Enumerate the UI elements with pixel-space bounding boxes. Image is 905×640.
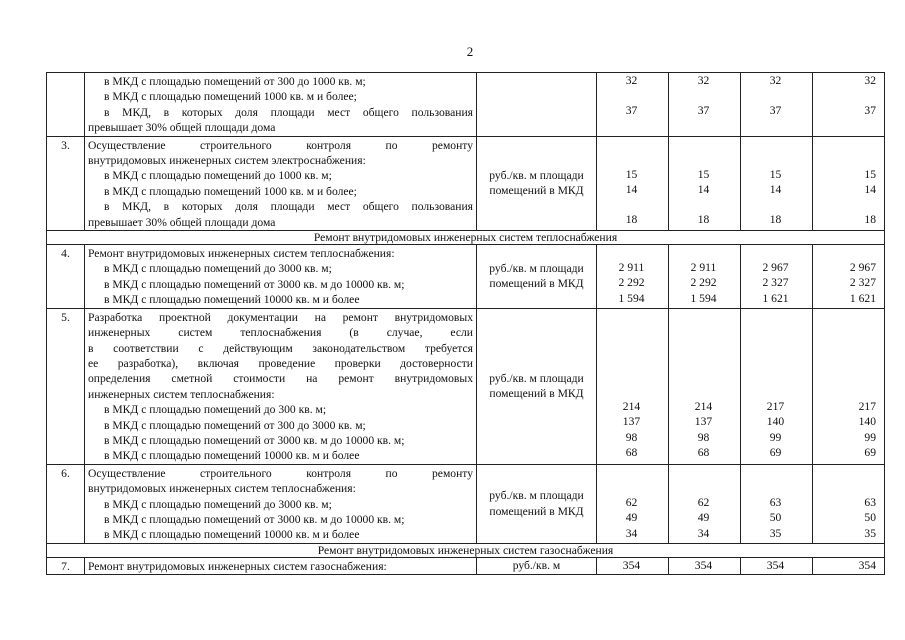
value-cell: 214 137 98 68 — [669, 308, 741, 464]
value-cell: 354 — [813, 557, 885, 574]
subitem-line: в МКД с площадью помещений 10000 кв. м и более — [104, 293, 360, 307]
table-row — [47, 136, 885, 230]
subitem-line: в МКД, в которых доля площади мест общего пользования — [104, 200, 473, 214]
row-unit: руб./кв. м — [477, 557, 597, 574]
item-line: Ремонт внутридомовых инженерных систем теплоснабжения: — [88, 247, 395, 261]
value-cell: 63 50 35 — [813, 464, 885, 543]
item-line: Ремонт внутридомовых инженерных систем газоснабжения: — [88, 559, 387, 573]
subitem-line: в МКД с площадью помещений от 3000 кв. м до 10000 кв. м; — [104, 277, 405, 291]
value-cell: 63 50 35 — [741, 464, 813, 543]
value-cell: 62 49 34 — [669, 464, 741, 543]
item-line: определения сметной стоимости на ремонт внутридомовых — [88, 372, 473, 386]
row-unit: руб./кв. м площади помещений в МКД — [477, 136, 597, 230]
row-number: 7. — [47, 557, 85, 574]
row-number — [47, 73, 85, 137]
item-line: Осуществление строительного контроля по ремонту — [88, 466, 473, 480]
item-line: внутридомовых инженерных систем теплоснабжения: — [88, 482, 356, 496]
value-cell: 217 140 99 69 — [813, 308, 885, 464]
item-line: внутридомовых инженерных систем электроснабжения: — [88, 154, 366, 168]
row-description — [85, 464, 477, 543]
row-unit — [477, 73, 597, 137]
item-line: Осуществление строительного контроля по ремонту — [88, 138, 473, 152]
value-cell: 62 49 34 — [597, 464, 669, 543]
value-cell: 15 14 18 — [741, 136, 813, 230]
row-unit: руб./кв. м площади помещений в МКД — [477, 245, 597, 309]
value-cell: 2 911 2 292 1 594 — [597, 245, 669, 309]
section-row — [47, 543, 885, 557]
subitem-line: в МКД с площадью помещений от 3000 кв. м до 10000 кв. м; — [104, 512, 405, 526]
value-cell: 2 967 2 327 1 621 — [813, 245, 885, 309]
value-cell: 354 — [741, 557, 813, 574]
page-number: 2 — [466, 44, 474, 59]
section-heading: Ремонт внутридомовых инженерных систем газоснабжения — [47, 543, 885, 557]
value-cell: 32 37 — [597, 73, 669, 137]
item-line: инженерных систем теплоснабжения (в случае, если — [88, 326, 473, 340]
table-row — [47, 557, 885, 574]
rates-table — [46, 72, 885, 575]
subitem-line: в МКД с площадью помещений от 3000 кв. м до 10000 кв. м; — [104, 433, 405, 447]
subitem-line: в МКД, в которых доля площади мест общего пользования — [104, 105, 473, 119]
value-cell: 214 137 98 68 — [597, 308, 669, 464]
subitem-line: в МКД с площадью помещений до 1000 кв. м; — [104, 169, 332, 183]
value-cell: 32 37 — [669, 73, 741, 137]
value-cell: 217 140 99 69 — [741, 308, 813, 464]
row-unit: руб./кв. м площади помещений в МКД — [477, 464, 597, 543]
subitem-line: в МКД с площадью помещений 10000 кв. м и более — [104, 449, 360, 463]
row-unit: руб./кв. м площади помещений в МКД — [477, 308, 597, 464]
row-number: 3. — [47, 136, 85, 230]
section-row — [47, 231, 885, 245]
value-cell: 354 — [597, 557, 669, 574]
table-row — [47, 464, 885, 543]
subitem-line: в МКД с площадью помещений до 3000 кв. м; — [104, 497, 332, 511]
section-heading: Ремонт внутридомовых инженерных систем теплоснабжения — [47, 231, 885, 245]
subitem-line: превышает 30% общей площади дома — [88, 215, 276, 229]
subitem-line: в МКД с площадью помещений 1000 кв. м и более; — [104, 184, 357, 198]
subitem-line: в МКД с площадью помещений от 300 до 1000 кв. м; — [104, 75, 366, 88]
value-cell: 2 911 2 292 1 594 — [669, 245, 741, 309]
subitem-line: в МКД с площадью помещений 10000 кв. м и более — [104, 528, 360, 542]
row-number: 4. — [47, 245, 85, 309]
item-line: в соответствии с действующим законодательством требуется — [88, 341, 473, 355]
row-description — [85, 136, 477, 230]
table-row — [47, 245, 885, 309]
subitem-line: в МКД с площадью помещений до 300 кв. м; — [104, 403, 327, 417]
item-line: Разработка проектной документации на ремонт внутридомовых — [88, 310, 473, 324]
subitem-line: в МКД с площадью помещений от 300 до 3000 кв. м; — [104, 418, 366, 432]
subitem-line: в МКД с площадью помещений до 3000 кв. м; — [104, 262, 332, 276]
row-number: 6. — [47, 464, 85, 543]
table-row — [47, 308, 885, 464]
subitem-line: в МКД с площадью помещений 1000 кв. м и более; — [104, 90, 357, 104]
value-cell: 354 — [669, 557, 741, 574]
row-description — [85, 308, 477, 464]
subitem-line: превышает 30% общей площади дома — [88, 121, 276, 135]
table-row — [47, 73, 885, 137]
row-description — [85, 73, 477, 137]
row-description — [85, 557, 477, 574]
row-description — [85, 245, 477, 309]
value-cell: 32 37 — [741, 73, 813, 137]
item-line: ее разработка), включая проведение проверки достоверности — [88, 356, 473, 370]
value-cell: 15 14 18 — [669, 136, 741, 230]
value-cell: 15 14 18 — [597, 136, 669, 230]
item-line: инженерных систем теплоснабжения: — [88, 387, 275, 401]
row-number: 5. — [47, 308, 85, 464]
value-cell: 32 37 — [813, 73, 885, 137]
value-cell: 15 14 18 — [813, 136, 885, 230]
value-cell: 2 967 2 327 1 621 — [741, 245, 813, 309]
